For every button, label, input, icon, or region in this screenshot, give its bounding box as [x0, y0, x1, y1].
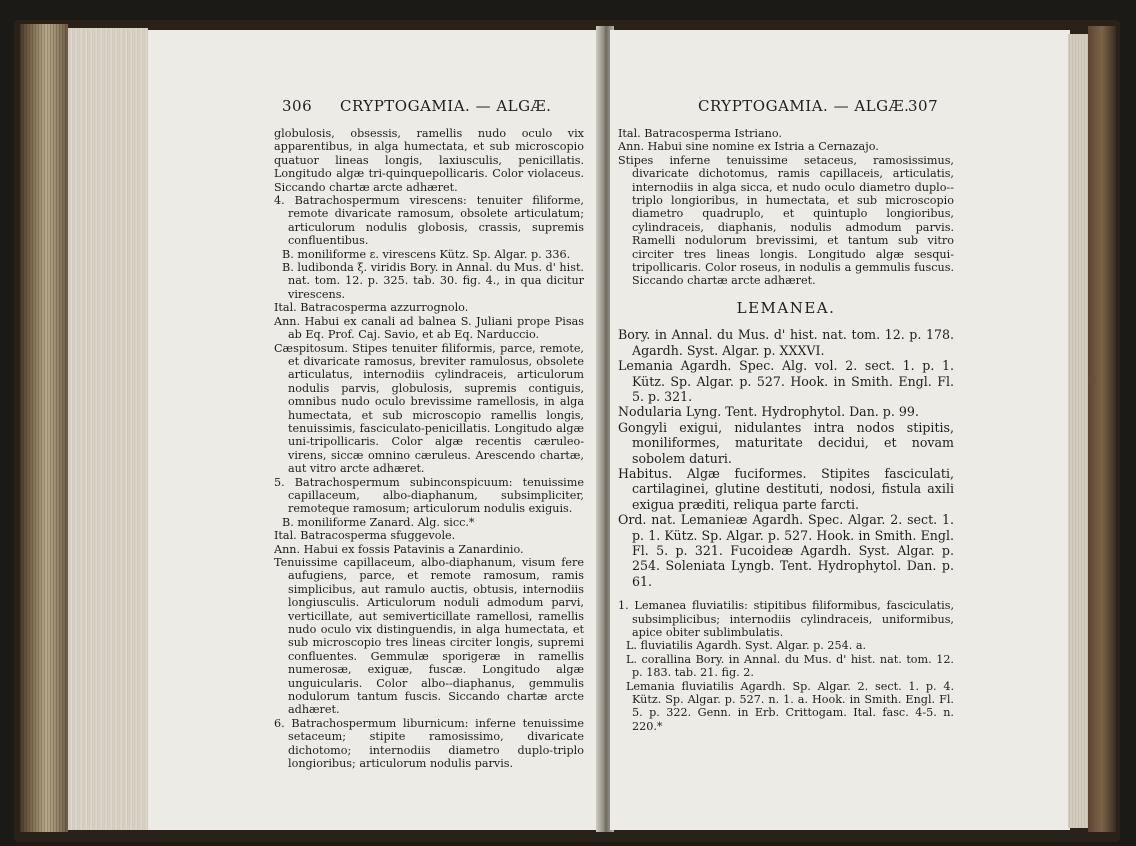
- paragraph: 5. Batrachospermum subinconspicuum: tenuissime capillaceum, albo-diaphanum, subsimpliciter, remoteque ramosum; articulorum nodulis exiguis.: [274, 475, 584, 516]
- paragraph: Ann. Habui sine nomine ex Istria a Cernazajo.: [618, 140, 879, 154]
- paragraph: L. fluviatilis Agardh. Syst. Algar. p. 254. a.: [626, 639, 867, 653]
- paragraph: Ital. Batracosperma azzurrognolo.: [274, 301, 469, 315]
- paragraph: Ord. nat. Lemanieæ Agardh. Spec. Algar. 2. sect. 1. p. 1. Kütz. Sp. Algar. p. 527. Hook. in Smith. Engl. Fl. 5. p. 321. Fucoideæ Agardh. Syst. Algar. p. 254. Soleniata Lyngb. Tent. Hydrophytol. Dan. p. 61.: [618, 512, 954, 589]
- paragraph: B. moniliforme Zanard. Alg. sicc.*: [282, 515, 475, 529]
- section-title-lemanea: LEMANEA.: [736, 298, 836, 317]
- left-page-stack: [68, 28, 148, 830]
- right-page-stack: [1068, 34, 1088, 828]
- paragraph: Lemania Agardh. Spec. Alg. vol. 2. sect. 1. p. 1. Kütz. Sp. Algar. p. 527. Hook. in Smith. Engl. Fl. 5. p. 321.: [618, 358, 954, 404]
- paragraph: 1. Lemanea fluviatilis: stipitibus filiformibus, fasciculatis, subsimplicibus; internodiis cylindraceis, uniformibus, apice obiter sublimbulatis.: [618, 599, 954, 639]
- paragraph: Habitus. Algæ fuciformes. Stipites fasciculati, cartilaginei, glutine destituti, nodosi, fistula axili exigua præditi, reliqua parte farcti.: [618, 465, 954, 512]
- right-species-block: [618, 599, 954, 733]
- paragraph: Tenuissime capillaceum, albo-diaphanum, visum fere aufugiens, parce, et remote ramosum, ramis simplicibus, aut ramulo auctis, obtusis, internodiis longiusculis. Articulorum noduli admodum parvi, verticillate, aut semiverticillate ramellosi, ramellis nudo oculo vix distinguendis, in alga humectata, et sub microscopio tres lineas circiter longis, supremi confluentes. Gemmulæ sporigeræ in ramellis numerosæ, exiguæ, fuscæ. Longitudo algæ unguicularis. Color albo--diaphanus, gemmulis nodulorum tantum fuscis. Siccando chartæ arcte adhæret.: [274, 556, 584, 717]
- left-cover-edge: [20, 24, 68, 832]
- paragraph: 4. Batrachospermum virescens: tenuiter filiforme, remote divaricate ramosum, obsolete articulatum; articulorum nodulis globosis, crassis, supremis confluentibus.: [274, 194, 584, 248]
- paragraph: Gongyli exigui, nidulantes intra nodos stipitis, moniliformes, maturitate decidui, et novam sobolem daturi.: [618, 419, 954, 466]
- running-title-right: CRYPTOGAMIA. — ALGÆ.: [698, 97, 910, 115]
- paragraph: Stipes inferne tenuissime setaceus, ramosissimus, divaricate dichotomus, ramis capillaceis, articulatis, internodiis in alga sicca, et nudo oculo diametro duplo--triplo longioribus, in humectata, et sub microscopio diametro quadruplo, et quintuplo longioribus, cylindraceis, diaphanis, nodulis admodum parvis. Ramelli nodulorum brevissimi, et tantum sub vitro circiter tres lineas longis. Longitudo algæ sesqui-tripollicaris. Color roseus, in nodulis a gemmulis fuscus. Siccando chartæ arcte adhæret.: [618, 153, 954, 288]
- right-synonymy-block: [618, 327, 954, 589]
- paragraph: Ital. Batracosperma sfuggevole.: [274, 529, 456, 543]
- paragraph: 6. Batrachospermum liburnicum: inferne tenuissime setaceum; stipite ramosissimo, divaricate dichotomo; internodiis diametro duplo-triplo longioribus; articulorum nodulis parvis.: [274, 716, 584, 771]
- paragraph: B. moniliforme ε. virescens Kütz. Sp. Algar. p. 336.: [282, 247, 571, 261]
- page-number-right: 307: [908, 97, 939, 115]
- page-number-left: 306: [282, 97, 313, 115]
- paragraph: globulosis, obsessis, ramellis nudo oculo vix apparentibus, in alga humectata, et sub microscopio quatuor lineas longis, laxiusculis, penicillatis. Longitudo algæ tri-quinquepollicaris. Color violaceus. Siccando chartæ arcte adhæret.: [274, 127, 584, 194]
- paragraph: Bory. in Annal. du Mus. d' hist. nat. tom. 12. p. 178. Agardh. Syst. Algar. p. XXXVI.: [618, 327, 954, 358]
- paragraph: Ital. Batracosperma Istriano.: [618, 127, 782, 140]
- running-title-left: CRYPTOGAMIA. — ALGÆ.: [340, 97, 552, 115]
- left-page: [148, 30, 602, 830]
- right-page: [610, 30, 1070, 830]
- paragraph: Lemania fluviatilis Agardh. Sp. Algar. 2. sect. 1. p. 4. Kütz. Sp. Algar. p. 527. n. 1. a. Hook. in Smith. Engl. Fl. 5. p. 322. Genn. in Erb. Crittogam. Ital. fasc. 4-5. n. 220.*: [626, 679, 954, 733]
- paragraph: Cæspitosum. Stipes tenuiter filiformis, parce, remote, et divaricate ramosus, breviter ramulosus, obsolete articulatus, internodiis cylindraceis, articulorum nodulis parvis, globulosis, supremis contiguis, omnibus nudo oculo brevissime ramellosis, in alga humectata, et sub microscopio ramellis longis, tenuissimis, fasciculato-penicillatis. Longitudo algæ uni-tripollicaris. Color algæ recentis cæruleo-virens, siccæ omnino cæruleus. Arescendo chartæ, aut vitro arcte adhæret.: [274, 341, 584, 476]
- left-text-column: [274, 127, 584, 771]
- right-intro-block: [618, 127, 954, 288]
- paragraph: Nodularia Lyng. Tent. Hydrophytol. Dan. p. 99.: [618, 404, 919, 420]
- paragraph: Ann. Habui ex canali ad balnea S. Juliani prope Pisas ab Eq. Prof. Caj. Savio, et ab Eq. Narduccio.: [274, 314, 584, 342]
- paragraph: Ann. Habui ex fossis Patavinis a Zanardinio.: [274, 542, 524, 556]
- right-text-column: [618, 127, 954, 733]
- paragraph: L. corallina Bory. in Annal. du Mus. d' hist. nat. tom. 12. p. 183. tab. 21. fig. 2.: [626, 652, 954, 680]
- right-cover-edge: [1088, 26, 1116, 832]
- paragraph: B. ludibonda ξ. viridis Bory. in Annal. du Mus. d' hist. nat. tom. 12. p. 325. tab. 30. fig. 4., in qua dicitur virescens.: [282, 261, 584, 301]
